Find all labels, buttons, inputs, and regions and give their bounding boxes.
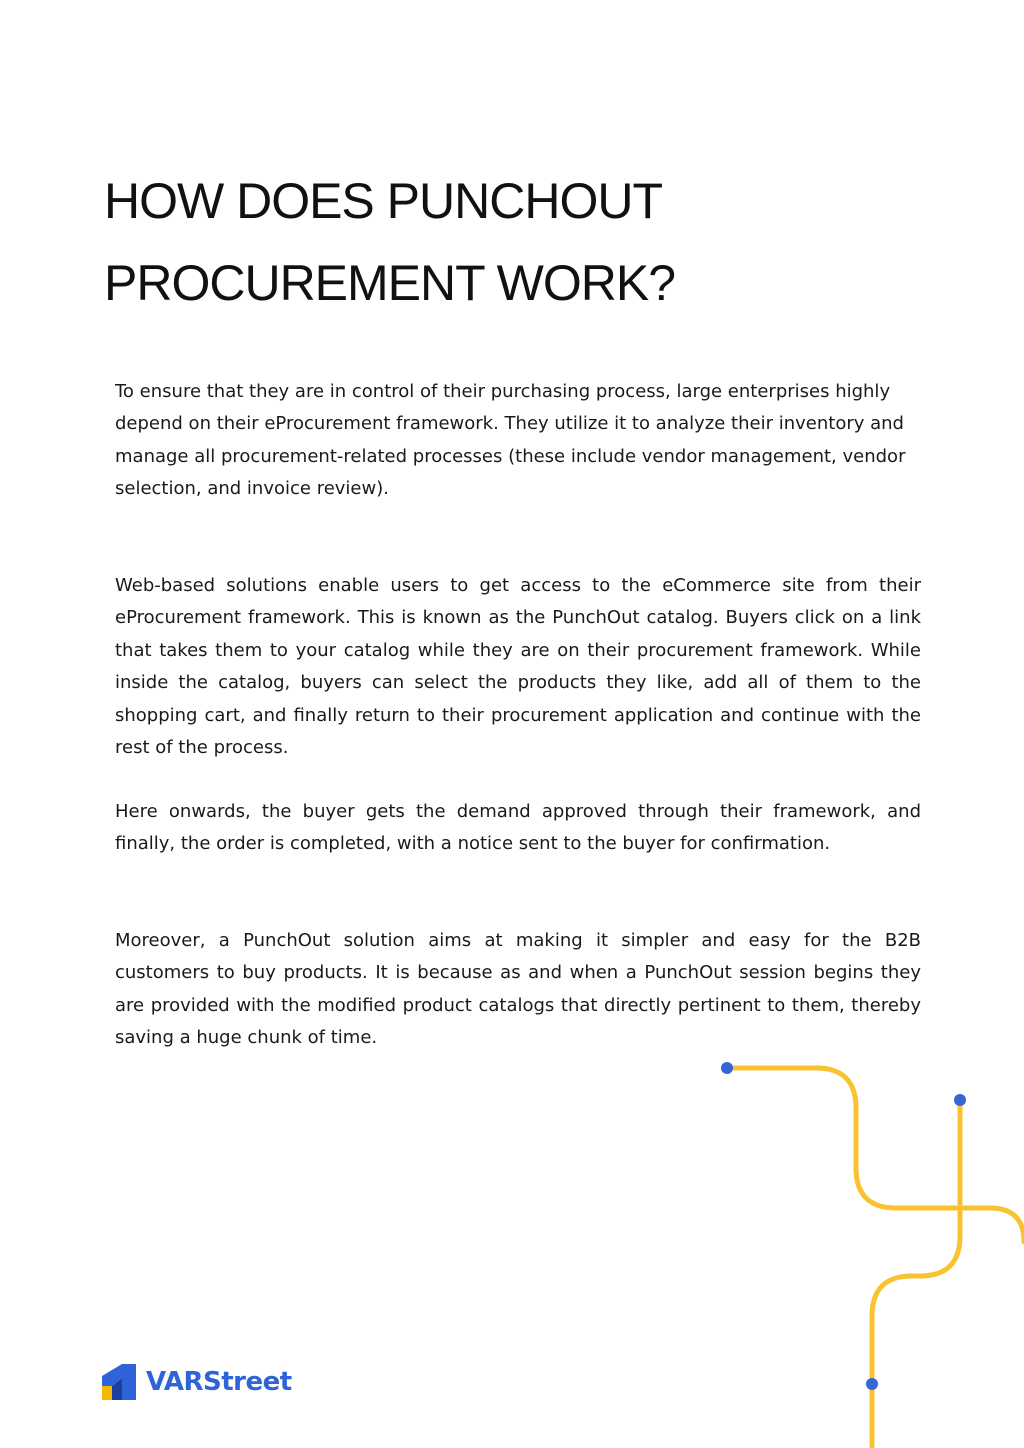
paragraph-punchout-catalog: Web-based solutions enable users to get access to the eCommerce site from their eProcurement framework. This is known as the PunchOut catalog. Buyers click on a link that takes them to your catalog while they are on their procurement framework. While inside the catalog, buyers can select the products they like, add all of them to the shopping cart, and finally return to their procurement application and continue with the rest of the process. [115, 575, 921, 759]
paragraph-order-approval: Here onwards, the buyer gets the demand approved through their framework, and finally, the order is completed, with a notice sent to the buyer for confirmation. [115, 801, 921, 855]
varstreet-logo-icon [102, 1364, 136, 1400]
varstreet-logo-text: VARStreet [146, 1367, 292, 1397]
circuit-dot-left [721, 1062, 733, 1074]
varstreet-logo [102, 1364, 292, 1400]
circuit-line-vertical-right [872, 1100, 960, 1448]
circuit-dot-bottom [866, 1378, 878, 1390]
paragraph-b2b-benefits: Moreover, a PunchOut solution aims at making it simpler and easy for the B2B customers to buy products. It is because as and when a PunchOut session begins they are provided with the modified product catalogs that directly pertinent to them, thereby saving a huge chunk of time. [115, 930, 921, 1049]
page-title-line-1: HOW DOES PUNCHOUT [104, 173, 662, 229]
circuit-dot-right [954, 1094, 966, 1106]
page-title-line-2: PROCUREMENT WORK? [104, 255, 676, 311]
circuit-line-upper [727, 1068, 1024, 1242]
page-title [104, 160, 924, 324]
paragraph-intro: To ensure that they are in control of their purchasing process, large enterprises highly depend on their eProcurement framework. They utilize it to analyze their inventory and manage all procurement-related processes (these include vendor management, vendor selection, and invoice review). [115, 381, 906, 500]
